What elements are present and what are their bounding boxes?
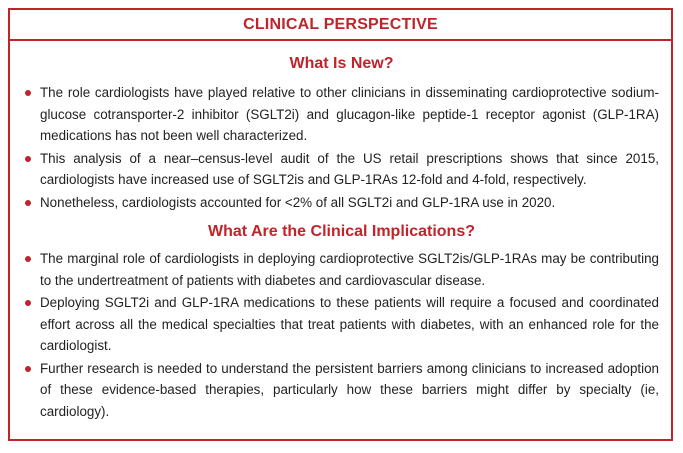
list-item-text: Further research is needed to understand the persistent barriers among clinicians to increased adoption of these evidence-based therapies, particularly how these barriers might differ by specialty (ie, cardiology). xyxy=(40,360,659,419)
list-item xyxy=(24,248,659,291)
bullet-dot-icon xyxy=(25,200,31,206)
list-item-text: The role cardiologists have played relative to other clinicians in disseminating cardioprotective sodium-glucose cotransporter-2 inhibitor (SGLT2i) and glucagon-like peptide-1 receptor agonist (GLP-1RA) medications has not been well characterized. xyxy=(40,85,659,143)
list-item xyxy=(24,292,659,357)
bullet-dot-icon xyxy=(25,256,31,262)
list-item xyxy=(24,192,659,214)
list-item xyxy=(24,148,659,191)
panel-content xyxy=(10,55,671,422)
section-heading-clinical-implications: What Are the Clinical Implications? xyxy=(208,223,475,240)
section-heading-what-is-new: What Is New? xyxy=(289,55,394,72)
list-item-text: The marginal role of cardiologists in deploying cardioprotective SGLT2is/GLP-1RAs may be contributing to the undertreatment of patients with diabetes and cardiovascular disease. xyxy=(40,251,659,288)
bullet-dot-icon xyxy=(25,300,31,306)
bullet-dot-icon xyxy=(25,156,31,162)
panel-header xyxy=(10,10,671,41)
what-is-new-list xyxy=(24,82,659,213)
bullet-dot-icon xyxy=(25,90,31,96)
list-item-text: Nonetheless, cardiologists accounted for <2% of all SGLT2i and GLP-1RA use in 2020. xyxy=(40,194,556,210)
list-item xyxy=(24,82,659,147)
clinical-perspective-panel xyxy=(8,8,673,441)
list-item-text: This analysis of a near–census-level audit of the US retail prescriptions shows that since 2015, cardiologists have increased use of SGLT2is and GLP-1RAs 12-fold and 4-fold, respectively. xyxy=(40,150,659,187)
list-item xyxy=(24,358,659,423)
list-item-text: Deploying SGLT2i and GLP-1RA medications to these patients will require a focused and coordinated effort across all the medical specialties that treat patients with diabetes, with an enhanced role for the cardiologist. xyxy=(40,295,659,353)
bullet-dot-icon xyxy=(25,366,31,372)
panel-title: CLINICAL PERSPECTIVE xyxy=(243,15,438,33)
clinical-implications-list xyxy=(24,248,659,422)
